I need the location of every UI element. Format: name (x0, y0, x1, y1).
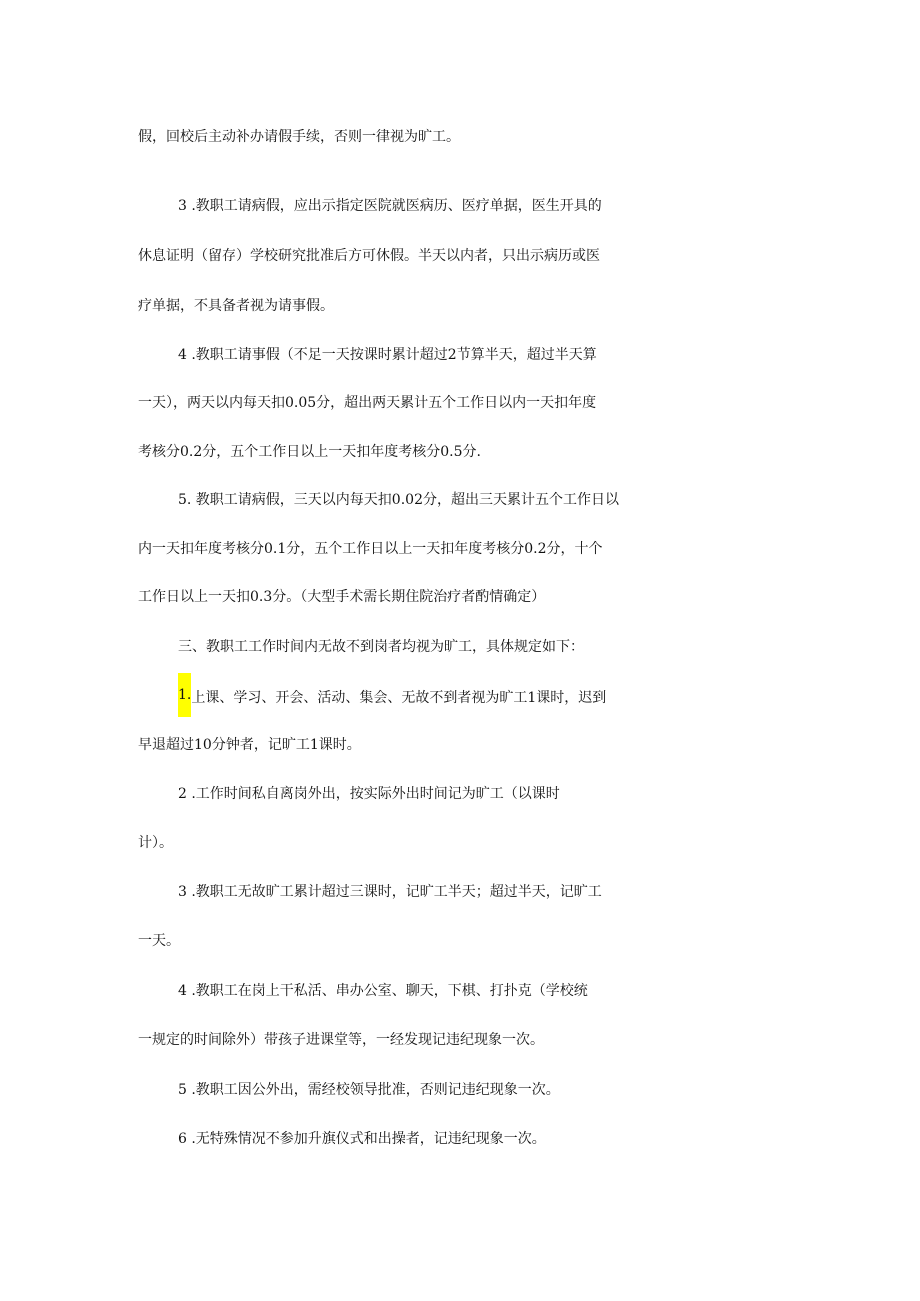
paragraph-line: 疗单据，不具备者视为请事假。 (138, 298, 334, 314)
paragraph-line: 2 .工作时间私自离岗外出，按实际外出时间记为旷工（以课时 (178, 786, 560, 802)
paragraph-line: 工作日以上一天扣0.3分。（大型手术需长期住院治疗者酌情确定） (138, 589, 546, 605)
paragraph-line: 一天），两天以内每天扣0.05分，超出两天累计五个工作日以内一天扣年度 (138, 395, 597, 411)
paragraph-line: 内一天扣年度考核分0.1分，五个工作日以上一天扣年度考核分0.2分，十个 (138, 541, 603, 557)
paragraph-text: 上课、学习、开会、活动、集会、无故不到者视为旷工1课时，迟到 (191, 690, 607, 706)
paragraph-line: 一天。 (138, 933, 180, 949)
section-heading: 三、教职工工作时间内无故不到岗者均视为旷工，具体规定如下： (178, 639, 584, 655)
paragraph-line: 4 .教职工在岗上干私活、串办公室、聊天，下棋、打扑克（学校统 (178, 983, 588, 999)
paragraph-line: 一规定的时间除外）带孩子进课堂等，一经发现记违纪现象一次。 (138, 1032, 544, 1048)
paragraph-line: 假，回校后主动补办请假手续，否则一律视为旷工。 (138, 129, 460, 145)
highlighted-number: 1. (178, 673, 191, 717)
paragraph-line (0, 679, 920, 713)
paragraph-line: 5 .教职工因公外出，需经校领导批准，否则记违纪现象一次。 (178, 1082, 560, 1098)
paragraph-line: 4 .教职工请事假（不足一天按课时累计超过2节算半天，超过半天算 (178, 347, 597, 363)
paragraph-line: 6 .无特殊情况不参加升旗仪式和出操者，记违纪现象一次。 (178, 1131, 546, 1147)
paragraph-line: 计）。 (138, 835, 173, 851)
paragraph-line: 3 .教职工请病假，应出示指定医院就医病历、医疗单据，医生开具的 (178, 198, 602, 214)
paragraph-line: 5. 教职工请病假，三天以内每天扣0.02分，超出三天累计五个工作日以 (178, 492, 619, 508)
paragraph-line: 3 .教职工无故旷工累计超过三课时，记旷工半天；超过半天，记旷工 (178, 884, 602, 900)
paragraph-line: 考核分0.2分，五个工作日以上一天扣年度考核分0.5分. (138, 444, 481, 460)
paragraph-line: 休息证明（留存）学校研究批准后方可休假。半天以内者，只出示病历或医 (138, 248, 600, 264)
paragraph-line: 早退超过10分钟者，记旷工1课时。 (138, 737, 361, 753)
